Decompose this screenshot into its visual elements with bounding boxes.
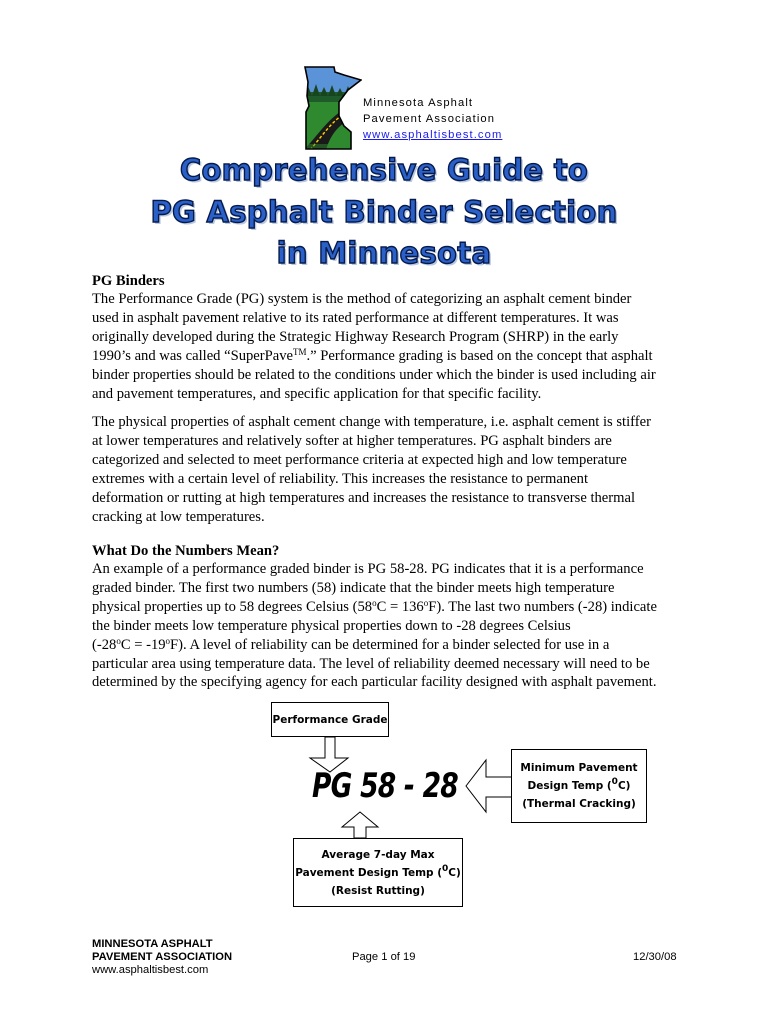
text-line: and pavement temperatures, and specific application for that specific facility. (92, 385, 542, 402)
text-line: 1990’s and was called “SuperPave™.” Performance grading is based on the concept that asphalt (92, 346, 653, 364)
section-heading-pg-binders: PG Binders (92, 273, 165, 289)
header-org-name-line2: Pavement Association (363, 113, 496, 125)
section-heading-numbers: What Do the Numbers Mean? (92, 543, 280, 559)
title-line-2: PG Asphalt Binder Selection (150, 195, 618, 229)
title-line-3: in Minnesota (276, 236, 492, 270)
footer-org-line1: MINNESOTA ASPHALT (92, 938, 213, 950)
trademark-superscript: TM (293, 346, 307, 357)
text-line: physical properties up to 58 degrees Celsius $(58^oC = 136^oF)$. The last two numbers (-28) indicate (92, 597, 657, 615)
text-line: graded binder. The first two numbers (58) indicate that the binder meets high temperature (92, 579, 615, 596)
diagram-box-max-pavement-temp: Average 7-day Max Pavement Design Temp ($^0$C) (Resist Rutting) (293, 838, 463, 907)
footer-date: 12/30/08 (633, 951, 677, 963)
text-line: The Performance Grade (PG) system is the method of categorizing an asphalt cement binder (92, 291, 632, 307)
degree-superscript: o (116, 635, 121, 646)
diagram-box-performance-grade: Performance Grade (271, 702, 389, 737)
text-line: $(-28^oC = -19^oF)$. A level of reliability can be determined for a binder selected for use in a (92, 635, 610, 653)
degree-superscript: o (165, 635, 171, 646)
text-line: determined by the specifying agency for each particular facility designed with asphalt pavement. (92, 674, 657, 691)
text-line: the binder meets low temperature physical properties down to -28 degrees Celsius (92, 617, 571, 634)
text-line: cracking at low temperatures. (92, 508, 265, 525)
footer-website[interactable]: www.asphaltisbest.com (92, 964, 209, 976)
text-line: binder properties should be related to the conditions under which the binder is used including air (92, 366, 656, 383)
text-line: categorized and selected to meet performance criteria at expected high and low temperature (92, 451, 627, 468)
text-line: at lower temperatures and relatively softer at higher temperatures. PG asphalt binders are (92, 432, 612, 449)
text-line: deformation or rutting at high temperatures and increases the resistance to transverse thermal (92, 489, 636, 506)
text-line: used in asphalt pavement relative to its rated performance at different temperatures. It was (92, 309, 619, 326)
up-arrow-icon (342, 812, 378, 838)
text-line: originally developed during the Strategic Highway Research Program (SHRP) in the early (92, 328, 619, 345)
text-line: The physical properties of asphalt cement change with temperature, i.e. asphalt cement is stiffer (92, 414, 651, 430)
text-line: extremes with a certain level of reliability. This increases the resistance to permanent (92, 470, 588, 487)
title-line-1: Comprehensive Guide to (179, 153, 589, 187)
text-line: particular area using temperature data. The level of reliability deemed necessary will need to be (92, 655, 650, 672)
footer-org-line2: PAVEMENT ASSOCIATION (92, 951, 233, 963)
left-arrow-icon (466, 760, 512, 812)
diagram-box-min-pavement-temp: Minimum Pavement Design Temp ($^0$C) (Thermal Cracking) (511, 749, 647, 823)
header-org-name-line1: Minnesota Asphalt (363, 97, 474, 109)
pg-code-label: PG 58 - 28 (312, 766, 458, 806)
text-line: An example of a performance graded binder is PG 58-28. PG indicates that it is a performance (92, 561, 644, 577)
header-website-link[interactable]: www.asphaltisbest.com (363, 129, 503, 141)
degree-superscript: o (423, 597, 429, 608)
degree-superscript: o (372, 597, 377, 608)
footer-page-number: Page 1 of 19 (352, 951, 416, 963)
